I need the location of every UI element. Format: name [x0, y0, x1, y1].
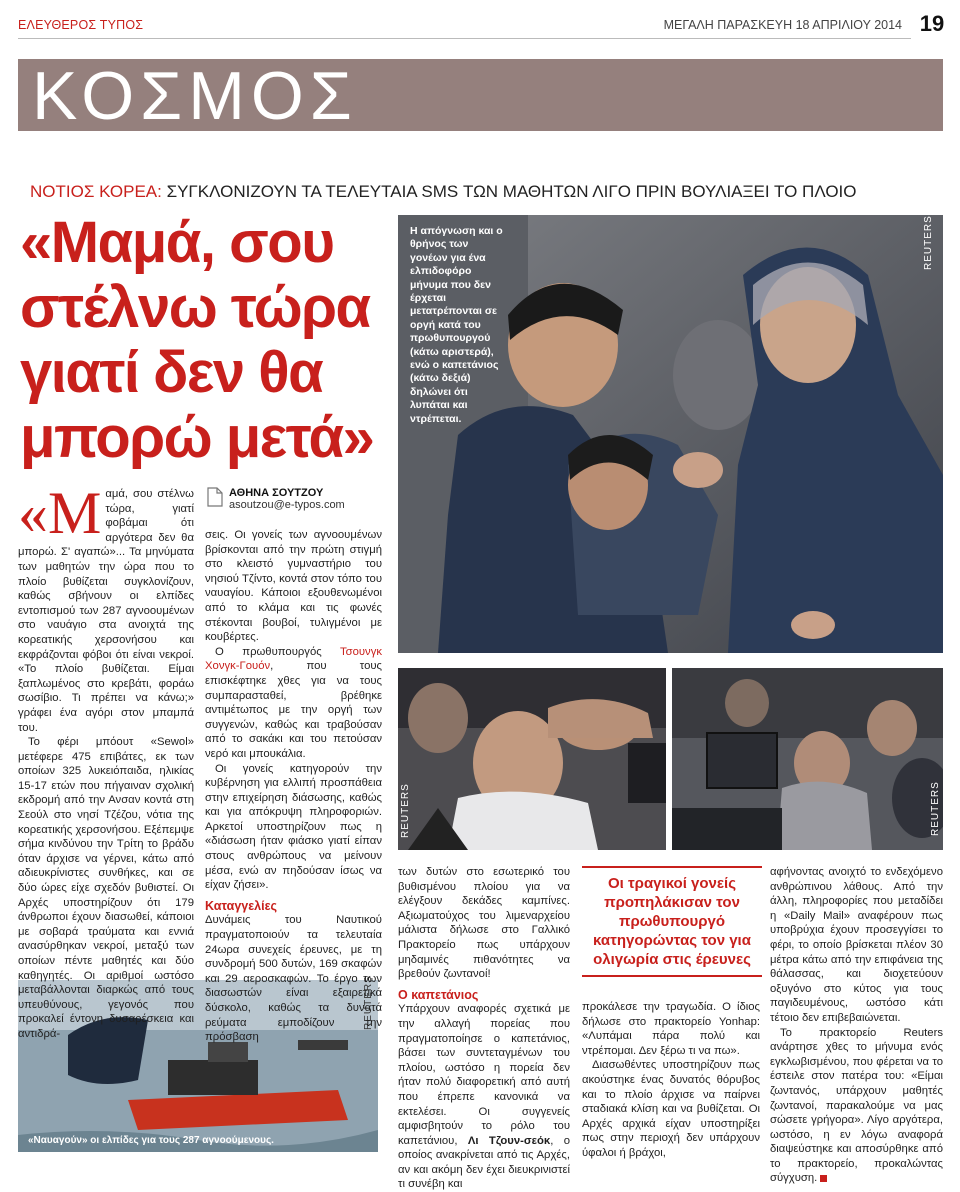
captain-photo	[672, 668, 943, 850]
author-name: ΑΘΗΝΑ ΣΟΥΤΖΟΥ	[229, 487, 324, 499]
document-icon	[207, 487, 223, 507]
article-column-4	[582, 1000, 760, 1161]
issue-date: ΜΕΓΑΛΗ ΠΑΡΑΣΚΕΥΗ 18 ΑΠΡΙΛΙΟΥ 2014	[663, 18, 902, 32]
premier-crowd-image	[398, 668, 666, 850]
headline-line-2: στέλνω τώρα	[20, 275, 370, 340]
premier-photo	[398, 668, 666, 850]
col2-paragraph-1: σεις. Οι γονείς των αγνοουμένων βρίσκονται από την πρώτη στιγμή στο κλειστό γυμναστήριο του νησιού Τζίντο, κοντά στον τόπο του ναυαγίου. Κάποιοι εξουθενωμένοι από το κλάμα και τις φωνές στέκονται βουβοί, τυλιγμένοι με κουβέρτες.	[205, 529, 382, 644]
col3-p2-start: Υπάρχουν αναφορές σχετικά με την αλλαγή πορείας που πραγματοποίησε ο καπετάνιος, βάσει των συντεταγμένων του πλοίου, ωστόσο η πορεία δεν ήταν πολύ διαφορετική από αυτή που έπρεπε κανονικά να εκτελέσει. Οι συγγενείς αμφισβητούν το ρόλο του καπετάνιου,	[398, 1003, 570, 1147]
col2-p2-end: , που τους επισκέφτηκε χθες για να τους συμπαρασταθεί, βρέθηκε αντιμέτωπος με την οργή των συγγενών, καθώς και τραβούσαν από το σακάκι και του πετούσαν νερό και μπουκάλια.	[205, 660, 382, 760]
kicker	[30, 182, 857, 202]
headline-line-4: μπορώ μετά»	[20, 405, 374, 470]
rescue-photo-credit: REUTERS	[363, 975, 374, 1030]
page-number: 19	[919, 11, 945, 36]
premier-name: Τσουνγκ Χονγκ-Γουόν	[205, 645, 382, 673]
main-photo-caption: Η απόγνωση και ο θρήνος των γονέων για ένα ελπιδοφόρο μήνυμα που δεν έρχεται μετατρέπονται σε οργή κατά του πρωθυπουργού (κάτω αριστερά), ενώ ο καπετάνιος (κάτω δεξιά) δηλώνει ότι λυπάται και ντρέπεται.	[410, 225, 503, 425]
drop-cap: «Μ	[18, 480, 102, 546]
col4-paragraph-1: προκάλεσε την τραγωδία. Ο ίδιος δήλωσε στο πρακτορείο Yonhap: «Λυπάμαι πάρα πολύ και ντρέπομαι. Δεν ξέρω τι να πω».	[582, 1001, 760, 1057]
end-of-article-mark	[820, 1175, 827, 1182]
rescue-photo-caption: «Ναυαγούν» οι ελπίδες για τους 287 αγνοούμενους.	[28, 1135, 274, 1146]
col2-paragraph-3: Οι γονείς κατηγορούν την κυβέρνηση για ελλιπή προσπάθεια στην επιχείρηση διάσωσης, καθώς και για απόκρυψη πληροφοριών. Αρκετοί υποστηρίζουν πως η «διάσωση ήταν φιάσκο γιατί είπαν στους ανθρώπους να μείνουν μέσα, ενώ αν πηδούσαν ίσως να είχαν ζήσει».	[205, 762, 382, 892]
pull-quote	[582, 866, 762, 977]
article-column-5	[770, 865, 943, 1186]
pull-quote-top-rule	[582, 866, 762, 868]
pull-quote-bottom-rule	[582, 975, 762, 977]
pull-quote-text: Οι τραγικοί γονείς προπηλάκισαν τον πρωθυπουργό κατηγορώντας τον για ολιγωρία στις έρευνες	[593, 875, 751, 968]
subhead-captain: Ο καπετάνιος	[398, 987, 479, 1002]
col5-paragraph-1: αφήνοντας ανοιχτό το ενδεχόμενο ανθρώπινου λάθους. Από την άλλη, πληροφορίες που μεταδίδει η «Daily Mail» αναφέρουν πως υποβρύχια έχουν προσεγγίσει το φέρι, το οποίο βρίσκεται πλέον 30 μέτρα κάτω από την επιφάνεια της θάλασσας, και διοχετεύουν οξυγόνο στο κύτος για τους παγιδευμένους, ωστόσο κάτι τέτοιο δεν επιβεβαιώνεται.	[770, 866, 943, 1024]
main-photo-credit: REUTERS	[923, 215, 934, 270]
col5-paragraph-2	[770, 1026, 943, 1187]
subhead-allegations: Καταγγελίες	[205, 898, 278, 913]
col4-paragraph-2: Διασωθέντες υποστηρίζουν πως ακούστηκε ένας δυνατός θόρυβος και το πλοίο άρχισε να παίρνει σταδιακά κλίση και να βυθίζεται. Οι Αρχές αρχικά είχαν υποστηρίξει πως στην περιοχή δεν υπάρχουν ύφαλοι ή βράχοι,	[582, 1059, 760, 1159]
author-email[interactable]: asoutzou@e-typos.com	[229, 499, 345, 511]
col1-paragraph-2: Το φέρι μπόουτ «Sewol» μετέφερε 475 επιβάτες, εκ των οποίων 325 λυκειόπαιδα, ηλικίας 15-17 ετών που πήγαιναν σχολική εκδρομή από την Ανσαν κοντά στη Σεούλ στο νησί Τζέζου, νότια της κορεατικής χερσονήσου. Εξέπεμψε σήμα κινδύνου την Τρίτη το βράδυ όταν άρχισε να γέρνει, κάτω από αδιευκρίνιστες συνθήκες, και σε δύο ώρες είχε σχεδόν βυθιστεί. Οι Αρχές υποστηρίζουν ότι 179 άνθρωποι έχουν διασωθεί, κάποιοι με σοβαρά τραύματα και εννιά ανασύρθηκαν νεκροί, μεταξύ των οποίων πέντε μαθητές και δύο καθηγητές. Οι αριθμοί ωστόσο μεταβάλλονται διαρκώς από τους υπευθύνους, γεγονός που προκαλεί έντονη δυσαρέσκεια και αντιδρά-	[18, 736, 194, 1040]
kicker-text: ΣΥΓΚΛΟΝΙΖΟΥΝ ΤΑ ΤΕΛΕΥΤΑΙΑ SMS ΤΩΝ ΜΑΘΗΤΩΝ ΛΙΓΟ ΠΡΙΝ ΒΟΥΛΙΑΞΕΙ ΤΟ ΠΛΟΙΟ	[161, 182, 857, 201]
headline	[20, 210, 390, 470]
col2-paragraph-4: Δυνάμεις του Ναυτικού πραγματοποιούν τα τελευταία 24ωρα συνεχείς έρευνες, με τη συνδρομή 500 δυτών, 169 σκαφών και 29 αεροσκαφών. Το έργο των διασωστών είναι εξαιρετικά δύσκολο, καθώς τα δυνατά ρεύματα εμποδίζουν την πρόσβαση	[205, 914, 382, 1044]
author-byline	[207, 487, 345, 511]
article-column-1	[18, 480, 194, 1042]
col3-paragraph-2	[398, 1002, 570, 1192]
kicker-label: ΝΟΤΙΟΣ ΚΟΡΕΑ:	[30, 182, 162, 201]
col5-p2-text: Το πρακτορείο Reuters ανάρτησε χθες το μήνυμα ενός εγκλωβισμένου, που φέρεται να το έστειλε στον πατέρα του: «Είμαι ζωντανός, υπάρχουν μαθητές ζωντανοί, παρακαλούμε να μας σώσετε γρήγορα». Λίγο αργότερα, ωστόσο, η εν λόγω αναφορά διαψεύστηκε και αποσύρθηκε από το πρακτορείο, προκαλώντας σύγχυση.	[770, 1026, 943, 1185]
article-column-3	[398, 865, 570, 1192]
captain-name: Λι Τζουν-σεόκ	[467, 1134, 551, 1147]
article-column-2	[205, 528, 382, 1045]
col1-paragraph-1: αμά, σου στέλνω τώρα, γιατί φοβάμαι ότι αργότερα δεν θα μπορώ. Σ' αγαπώ»... Τα μηνύματα των μαθητών την ώρα που το πλοίο βυθίζεται συγκλονίζουν, καθώς σβήνουν οι ελπίδες εντοπισμού των 287 αγνοουμένων στο ναυάγιο στα ανοιχτά της κορεατικής χερσονήσου και εκφράζονται φόβοι ότι είναι νεκροί. «Το πλοίο βυθίζεται. Είμαι ξαπλωμένος στο κρεβάτι, φοράω σωσίβιο. Τι πρέπει να κάνω;» γράφει ένα αγόρι στον μπαμπά του.	[18, 488, 194, 734]
premier-photo-credit: REUTERS	[400, 783, 411, 838]
headline-line-3: γιατί δεν θα	[20, 340, 323, 405]
top-divider	[18, 38, 911, 39]
col2-paragraph-2	[205, 645, 382, 762]
section-title: ΚΟΣΜΟΣ	[32, 58, 358, 134]
captain-press-image	[672, 668, 943, 850]
headline-line-1: «Μαμά, σου	[20, 210, 334, 275]
col2-p2-start: Ο πρωθυπουργός	[215, 645, 340, 658]
col3-paragraph-1: των δυτών στο εσωτερικό του βυθισμένου πλοίου για να ελέγξουν δεκάδες καμπίνες. Αξιωματούχος του λιμεναρχείου μάλιστα δήλωσε στο Γαλλικό Πρακτορείο πως υπάρχουν μηδαμινές πιθανότητες να βρεθούν ζωντανοί!	[398, 866, 570, 981]
captain-photo-credit: REUTERS	[930, 781, 941, 836]
col3-p2-end: , ο οποίος ανακρίνεται από τις Αρχές, αν και ακόμη δεν έχει διευκρινιστεί τι συνέβη και	[398, 1134, 571, 1191]
newspaper-name: ΕΛΕΥΘΕΡΟΣ ΤΥΠΟΣ	[18, 18, 144, 32]
